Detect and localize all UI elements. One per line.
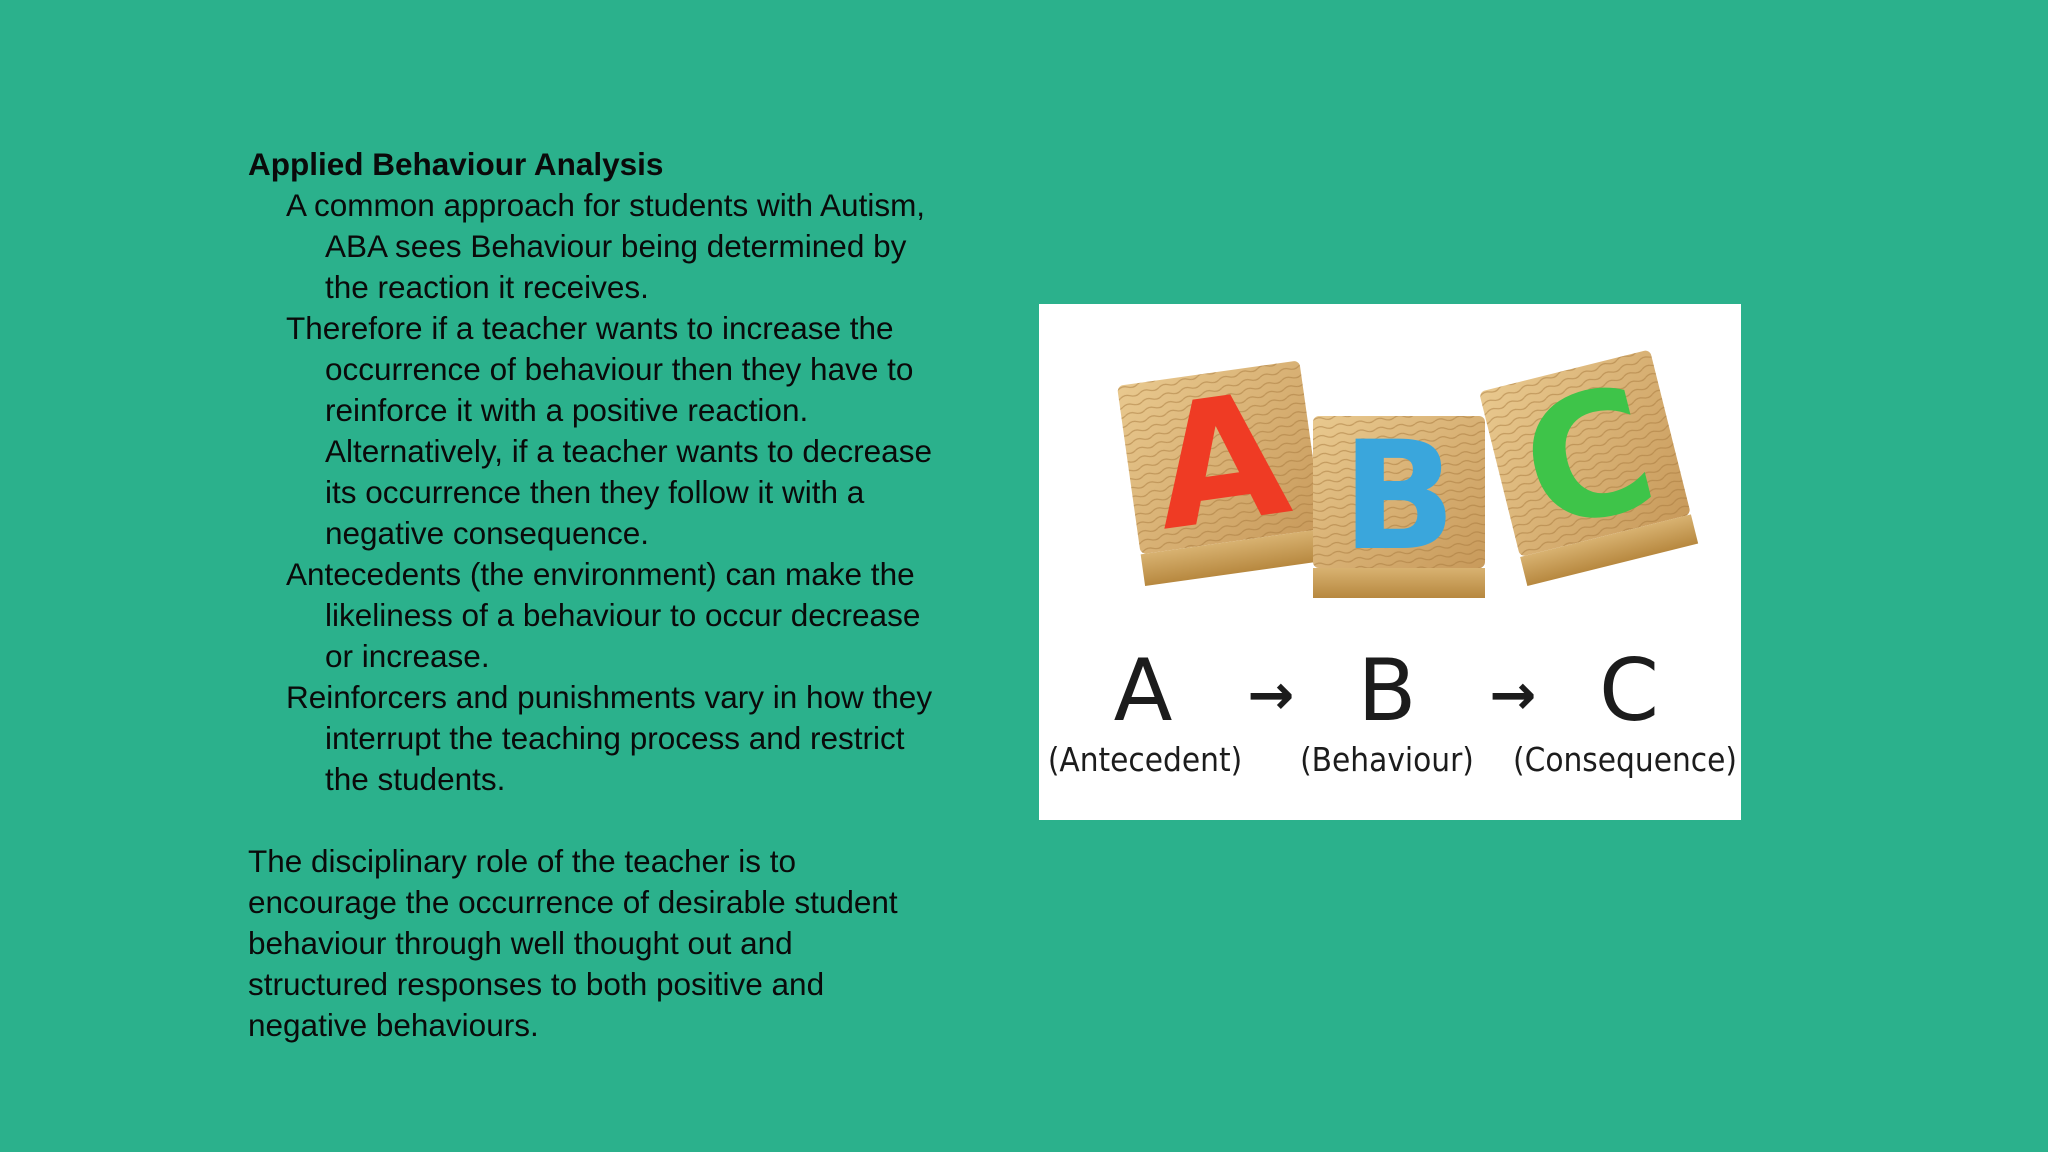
diagram-letter-c: C <box>1598 641 1660 741</box>
block-a-letter: A <box>1141 355 1300 570</box>
caption-consequence: (Consequence) <box>1513 740 1737 779</box>
block-b-letter: B <box>1341 410 1457 584</box>
diagram-letter-b: B <box>1357 641 1417 741</box>
bullet-item: Reinforcers and punishments vary in how they interrupt the teaching process and restrict the students. <box>286 679 933 797</box>
bullet-item: A common approach for students with Autism, ABA sees Behaviour being determined by the reaction it receives. <box>286 187 926 305</box>
caption-antecedent: (Antecedent) <box>1047 740 1243 779</box>
abc-image <box>1039 304 1741 820</box>
block-c <box>1477 343 1698 586</box>
arrow-icon: → <box>1247 663 1295 728</box>
bullet-list <box>248 185 948 800</box>
bullet-item: Antecedents (the environment) can make the likeliness of a behaviour to occur decrease or increase. <box>286 556 921 674</box>
block-c-letter: C <box>1504 348 1674 571</box>
slide-heading: Applied Behaviour Analysis <box>248 146 664 182</box>
closing-paragraph: The disciplinary role of the teacher is to encourage the occurrence of desirable student behaviour through well thought out and structured responses to both positive and negative behaviours. <box>248 843 898 1043</box>
block-a <box>1116 351 1328 586</box>
caption-behaviour: (Behaviour) <box>1300 740 1474 779</box>
arrow-icon: → <box>1489 663 1537 728</box>
bullet-item: Therefore if a teacher wants to increase the occurrence of behaviour then they have to reinforce it with a positive reaction. Alternatively, if a teacher wants to decrease its occurrence then they follow it with a negative consequence. <box>286 310 932 551</box>
text-content <box>248 144 948 1046</box>
abc-illustration <box>1039 304 1741 820</box>
block-b <box>1313 410 1485 598</box>
diagram-letter-a: A <box>1113 641 1173 741</box>
